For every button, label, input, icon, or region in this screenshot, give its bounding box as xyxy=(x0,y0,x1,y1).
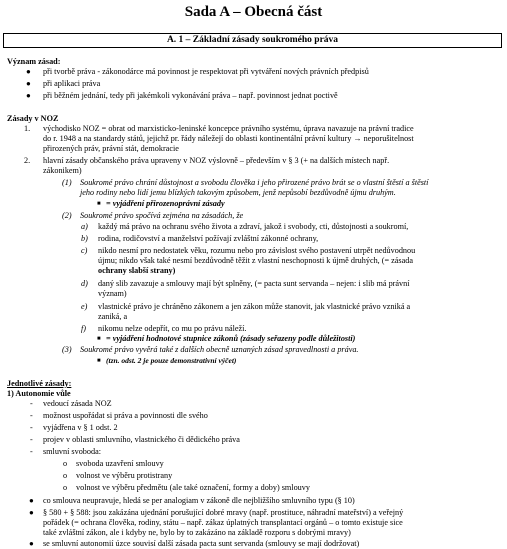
vyznam-item: při tvorbě práva - zákonodárce má povinnost je respektovat při vytváření nových právních předpisů xyxy=(43,67,369,76)
letter-c: c) xyxy=(81,246,88,255)
vyznam-item: při běžném jednání, tedy při jakémkoli vykonávání práva – např. povinnost jednat poctivě xyxy=(43,91,338,100)
autonomie-item: vedoucí zásada NOZ xyxy=(43,399,112,408)
final-bullet-line: se smluvní autonomií úzce souvisí další zásada pacta sunt servanda (smlouvy se mají dodržovat) xyxy=(43,539,360,548)
bullet-icon: ● xyxy=(29,539,34,548)
section-header: A. 1 – Základní zásady soukromého práva xyxy=(166,35,339,45)
autonomie-item: projev v oblasti smluvního, vlastnického či dědického práva xyxy=(43,435,240,444)
letter-d-text: daný slib zavazuje a smlouvy mají být splněny, (= pacta sunt servanda – nejen: i slib má právní xyxy=(98,279,410,288)
bullet-icon: ● xyxy=(26,91,31,100)
vyznam-heading: Význam zásad: xyxy=(7,57,61,66)
letter-e: e) xyxy=(81,302,88,311)
noz-heading: Zásady v NOZ xyxy=(7,114,59,123)
autonomie-item: smluvní svoboda: xyxy=(43,447,101,456)
noz-p2-number: 2. xyxy=(24,156,31,165)
final-bullet-line: také zvláštní zákon, ale i kdyby ne, bylo by to zakázáno na základě rozporu s dobrými mravy) xyxy=(43,528,351,537)
letter-a: a) xyxy=(81,222,88,231)
final-bullet-line: pořádek (= ochrana člověka, rodiny, státu – např. zákaz úplatných transplantací orgánů – o tomto existuje sice xyxy=(43,518,403,527)
s1-line: jeho rodiny nebo lidí jemu blízkých takovým způsobem, jenž nepůsobí bezdůvodně újmu druhým. xyxy=(80,188,396,197)
noz-p2-line: hlavní zásady občanského práva upraveny v NOZ výslovně – především v § 3 (+ na dalších místech např. xyxy=(43,156,390,165)
letter-f-text: nikomu nelze odepřít, co mu po právu náleží. xyxy=(98,324,247,333)
noz-p1-number: 1. xyxy=(24,124,31,133)
letter-c-text: nikdo nesmí pro nedostatek věku, rozumu nebo pro závislost svého postavení utrpět nedůvodnou xyxy=(98,246,416,255)
dash-icon: - xyxy=(30,411,33,420)
dash-icon: - xyxy=(30,399,33,408)
svoboda-item: svoboda uzavření smlouvy xyxy=(76,459,164,468)
circle-bullet-icon: o xyxy=(63,459,68,468)
bullet-icon: ● xyxy=(29,508,34,517)
noz-p2-line: zákonikem) xyxy=(43,166,82,175)
bullet-icon: ■ xyxy=(97,201,101,207)
letter-e-text: zaniká, a xyxy=(98,312,128,321)
letter-f: f) xyxy=(81,324,87,333)
svoboda-item: volnost ve výběru protistrany xyxy=(76,471,173,480)
bullet-icon: ● xyxy=(26,79,31,88)
noz-p1-line: do r. 1948 a na standardy států, jejichž pr. řády náležejí do oblasti kontinentální právní kultury → neporušitelnost xyxy=(43,134,414,143)
svoboda-item: volnost ve výběru předmětu (ale také označení, formy a doby) smlouvy xyxy=(76,483,310,492)
dash-icon: - xyxy=(30,435,33,444)
dash-icon: - xyxy=(30,447,33,456)
letter-d: d) xyxy=(81,279,88,288)
bullet-icon: ■ xyxy=(97,336,101,342)
letter-c-text: újmu; nikdo však také nesmí bezdůvodně těžit z vlastní neschopnosti k újmě druhých, (= zásada xyxy=(98,256,413,265)
s2-number: (2) xyxy=(62,211,72,220)
s3-text: Soukromé právo vyvěrá také z dalších obecně uznaných zásad spravedlnosti a práva. xyxy=(80,345,359,354)
s3-number: (3) xyxy=(62,345,72,354)
circle-bullet-icon: o xyxy=(63,483,68,492)
s1-note: = vyjádření přirozenoprávní zásady xyxy=(106,199,225,208)
autonomie-item: možnost uspořádat si práva a povinnosti dle svého xyxy=(43,411,208,420)
s1-line: Soukromé právo chrání důstojnost a svobodu člověka i jeho přirozené právo brát se o vlastní štěstí a štěstí xyxy=(80,178,429,187)
letter-a-text: každý má právo na ochranu svého života a zdraví, jakož i svobody, cti, důstojnosti a soukromí, xyxy=(98,222,409,231)
noz-p1-line: východisko NOZ = obrat od marxisticko-leninské koncepce právního systému, úprava navazuje na právní tradice xyxy=(43,124,414,133)
autonomie-heading: 1) Autonomie vůle xyxy=(7,389,71,398)
letter-d-text: význam) xyxy=(98,289,127,298)
bullet-icon: ● xyxy=(26,67,31,76)
page-title: Sada A – Obecná část xyxy=(184,4,323,20)
final-bullet-line: co smlouva neupravuje, hledá se per analogiam v zákoně dle nejbližšího smluvního typu (§ 10) xyxy=(43,496,355,505)
noz-p1-line: přirozených práv, právní stát, demokracie xyxy=(43,144,179,153)
section-header-box xyxy=(3,33,502,48)
letter-b-text: rodina, rodičovství a manželství požívají zvláštní zákonné ochrany, xyxy=(98,234,319,243)
letter-c-text: ochrany slabší strany) xyxy=(98,266,176,275)
s2-intro: Soukromé právo spočívá zejména na zásadách, že xyxy=(80,211,244,220)
bullet-icon: ● xyxy=(29,496,34,505)
s1-number: (1) xyxy=(62,178,72,187)
letter-b: b) xyxy=(81,234,88,243)
letter-e-text: vlastnické právo je chráněno zákonem a jen zákon může stanovit, jak vlastnické právo vzniká a xyxy=(98,302,411,311)
final-bullet-line: § 580 + § 588: jsou zakázána ujednání porušující dobré mravy (např. prostituce, náhradní mateřství) a veřejný xyxy=(43,508,404,517)
circle-bullet-icon: o xyxy=(63,471,68,480)
s2-note: = vyjádření hodnotové stupnice zákonů (zásady seřazeny podle důležitosti) xyxy=(106,334,356,343)
autonomie-item: vyjádřena v § 1 odst. 2 xyxy=(43,423,118,432)
bullet-icon: ■ xyxy=(97,358,101,364)
vyznam-item: při aplikaci práva xyxy=(43,79,101,88)
s3-note: (tzn. odst. 2 je pouze demonstrativní výčet) xyxy=(106,356,237,365)
jednotlive-heading: Jednotlivé zásady: xyxy=(7,379,72,388)
dash-icon: - xyxy=(30,423,33,432)
